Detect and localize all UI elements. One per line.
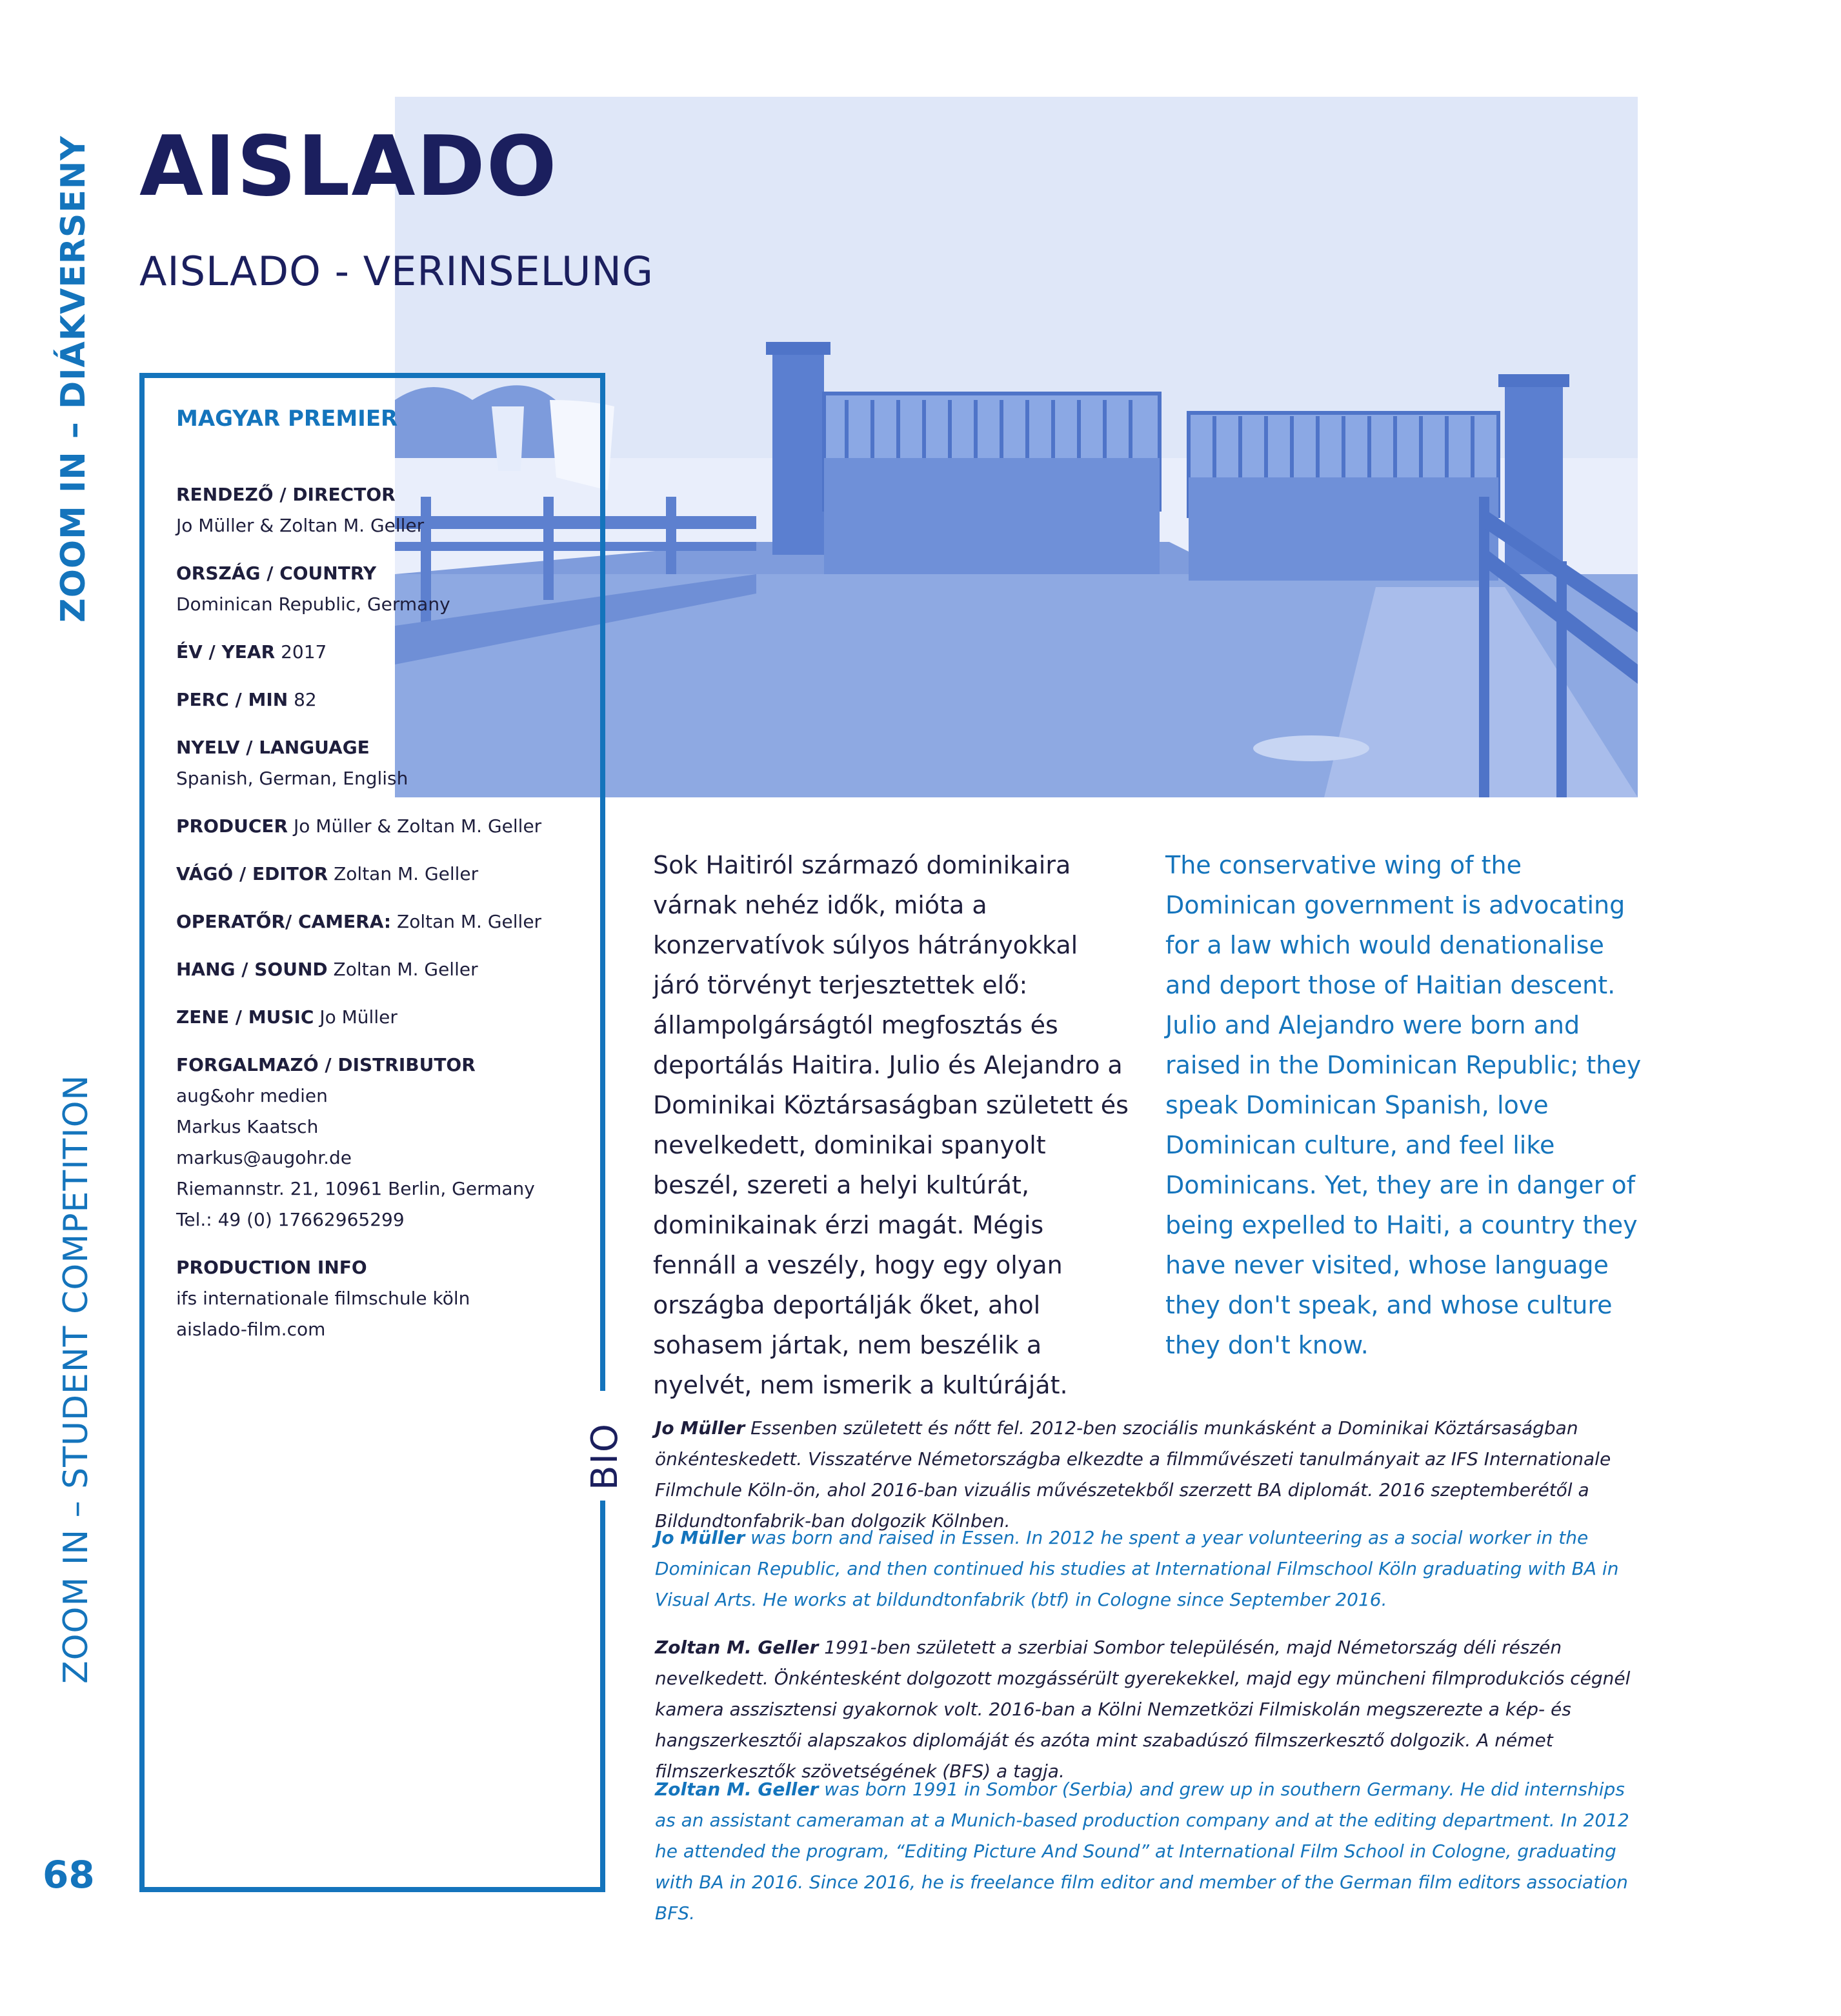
page-number: 68 xyxy=(43,1853,95,1897)
bio-label: BIO xyxy=(584,1422,626,1490)
credit-camera: OPERATŐR/ CAMERA: Zoltan M. Geller xyxy=(176,911,542,932)
bio-zoltan-geller-en: Zoltan M. Geller was born 1991 in Sombor (Serbia) and grew up in southern Germany. He did internships as an assistant cameraman at a Munich-based production company and at the editing department. In 2012 he attended the program, “Editing Picture And Sound” at International Film School in Cologne, graduating with BA in 2016. Since 2016, he is freelance film editor and member of the German film editors association BFS. xyxy=(655,1779,1629,1924)
distributor-email[interactable]: markus@augohr.de xyxy=(176,1147,352,1168)
credit-country: ORSZÁG / COUNTRY Dominican Republic, Germany xyxy=(176,563,450,615)
film-subtitle: AISLADO - VERINSELUNG xyxy=(139,248,654,295)
credit-production-info: PRODUCTION INFO ifs internationale filmschule köln aislado-film.com xyxy=(176,1252,589,1345)
section-label-hu: ZOOM IN – DIÁKVERSENY xyxy=(54,135,93,623)
synopsis-hu: Sok Haitiról származó dominikaira várnak nehéz idők, mióta a konzervatívok súlyos hátrányokkal járó törvényt terjesztettek elő: állampolgárságtól megfosztás és deportálás Haitira. Julio és Alejandro a Dominikai Köztársaságban született és nevelkedett, dominikai spanyolt beszél, szereti a helyi kultúrát, dominikainak érzi magát. Mégis fennáll a veszély, hogy egy olyan országba deportálják őket, ahol sohasem jártak, nem beszélik a nyelvét, nem ismerik a kultúráját. xyxy=(653,851,1129,1399)
bio-jo-muller-hu: Jo Müller Essenben született és nőtt fel. 2012-ben szociális munkásként a Dominikai Köztársaságban önkénteskedett. Visszatérve Németországba elkezdte a filmművészeti tanulmányait az IFS Internationale Filmchule Köln-ön, ahol 2016-ban vizuális művészetekből szerzett BA diplomát. 2016 szeptemberétől a Bildundtonfabrik-ban dolgozik Kölnben. xyxy=(655,1417,1611,1532)
credit-min: PERC / MIN 82 xyxy=(176,689,317,710)
section-label-en: ZOOM IN – STUDENT COMPETITION xyxy=(57,1074,96,1684)
credit-editor: VÁGÓ / EDITOR Zoltan M. Geller xyxy=(176,863,479,884)
credit-music: ZENE / MUSIC Jo Müller xyxy=(176,1006,397,1028)
bio-zoltan-geller-hu: Zoltan M. Geller 1991-ben született a szerbiai Sombor településén, majd Németország déli részén nevelkedett. Önkéntesként dolgozott mozgássérült gyerekekkel, majd egy müncheni filmprodukciós cégnél kamera asszisztensi gyakornok volt. 2016-ban a Kölni Nemzetközi Filmiskolán megszerezte a kép- és hangszerkesztői alapszakos diplomáját és azóta mint szabadúszó filmszerkesztő dolgozik. A német filmszerkesztők szövetségének (BFS) a tagja. xyxy=(655,1637,1631,1782)
credit-year: ÉV / YEAR 2017 xyxy=(176,641,327,663)
credits-list xyxy=(176,403,589,1362)
credit-language: NYELV / LANGUAGE Spanish, German, English xyxy=(176,737,408,789)
premier-badge: MAGYAR PREMIER xyxy=(176,406,398,432)
synopsis-en: The conservative wing of the Dominican government is advocating for a law which would denationalise and deport those of Haitian descent. Julio and Alejandro were born and raised in the Dominican Republic; they speak Dominican Spanish, love Dominican culture, and feel like Dominicans. Yet, they are in danger of being expelled to Haiti, a country they have never visited, whose language they don't speak, and whose culture they don't know. xyxy=(1165,851,1642,1359)
credit-sound: HANG / SOUND Zoltan M. Geller xyxy=(176,959,478,980)
credit-distributor: FORGALMAZÓ / DISTRIBUTOR aug&ohr medien Markus Kaatsch markus@augohr.de Riemannstr. 21, 10961 Berlin, Germany Tel.: 49 (0) 17662965299 xyxy=(176,1050,589,1235)
credit-director: RENDEZŐ / DIRECTOR Jo Müller & Zoltan M. Geller xyxy=(176,484,425,536)
bio-jo-muller-en: Jo Müller was born and raised in Essen. In 2012 he spent a year volunteering as a social worker in the Dominican Republic, and then continued his studies at International Filmschool Köln graduating with BA in Visual Arts. He works at bildundtonfabrik (btf) in Cologne since September 2016. xyxy=(655,1527,1619,1610)
film-website[interactable]: aislado-film.com xyxy=(176,1319,326,1340)
credit-producer: PRODUCER Jo Müller & Zoltan M. Geller xyxy=(176,815,542,837)
film-title: AISLADO xyxy=(139,119,558,215)
